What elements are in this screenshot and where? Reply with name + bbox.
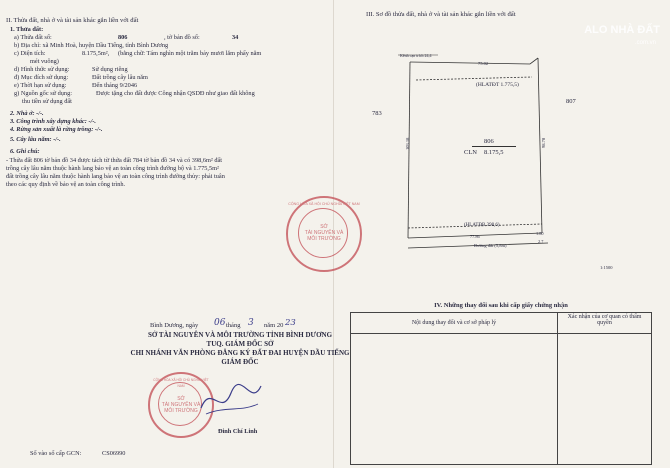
bottom-dimension: 77.86 (470, 234, 480, 239)
plot-number-value: 806 (118, 34, 128, 41)
map-sheet-value: 34 (232, 34, 239, 41)
bottom-offset-2: 2.7 (538, 239, 544, 244)
note-line-4: theo các quy định về bảo vệ an toàn công trình. (6, 181, 126, 188)
seal-line-1: SỞ (320, 224, 328, 230)
bottom-offset-1: 1.80 (536, 231, 544, 236)
plot-left-boundary (408, 62, 410, 238)
seal-top-text: CỘNG HÒA XÃ HỘI CHỦ NGHĨA VIỆT NAM (288, 202, 360, 206)
usage-term-label: e) Thời hạn sử dụng: (14, 82, 67, 89)
table-cell-empty (351, 334, 558, 465)
date-prefix: Bình Dương, ngày (150, 322, 199, 329)
signer-name: Đinh Chí Linh (218, 428, 258, 435)
land-plot-heading: 1. Thửa đất: (10, 26, 44, 33)
note-line-1: - Thửa đất 806 tờ bản đồ 34 được tách từ thửa đất 784 tờ bản đồ 34 và có 398,6m² đất (6, 157, 223, 164)
seal-line-1: SỞ (177, 396, 185, 402)
neighbor-plot-807: 807 (566, 98, 576, 105)
col-change-content: Nội dung thay đổi và cơ sở pháp lý (351, 313, 558, 334)
left-dimension: 103.18 (405, 137, 410, 150)
forest-heading: 4. Rừng sản xuất là rừng trồng: -/-. (10, 126, 103, 133)
note-line-2: trồng cây lâu năm thuộc hành lang bảo vệ an toàn công trình đường bộ và 1.775,5m² (6, 165, 219, 172)
waterway-corridor-line (416, 77, 532, 80)
perennial-heading: 5. Cây lâu năm: -/-. (10, 136, 61, 143)
canal-label: Kênh cạn trích 24,4 (400, 53, 432, 58)
area-value: 8.175,5m², (82, 50, 110, 57)
date-year: 23 (285, 318, 296, 328)
date-year-label: năm 20 (264, 322, 284, 329)
gcn-label: Số vào sổ cấp GCN: (30, 450, 82, 457)
usage-term-value: Đến tháng 9/2046 (92, 82, 138, 89)
right-dimension: 98.70 (541, 137, 546, 148)
address-line: b) Địa chỉ: xã Minh Hoà, huyện Dầu Tiếng, tỉnh Bình Dương (14, 42, 169, 49)
area-in-words-cont: mét vuông) (30, 58, 59, 65)
signing-authority-3: CHI NHÁNH VĂN PHÒNG ĐĂNG KÝ ĐẤT ĐAI HUYỆN DẦU TIẾNG (130, 349, 350, 357)
signing-authority-2: TUQ. GIÁM ĐỐC SỞ (206, 340, 274, 348)
area-label: c) Diện tích: (14, 50, 46, 57)
watermark-logo-text: ALO NHÀ ĐẤT (584, 24, 660, 36)
table-row (351, 334, 652, 465)
watermark-domain: .com.vn (634, 40, 656, 46)
table-cell-empty (558, 334, 652, 465)
seal-line-2: TÀI NGUYÊN VÀ (161, 402, 201, 408)
official-seal-diagram (286, 196, 362, 272)
seal-line-3: MÔI TRƯỜNG (307, 236, 341, 242)
notes-heading: 6. Ghi chú: (10, 148, 40, 155)
signing-authority-1: SỞ TÀI NGUYÊN VÀ MÔI TRƯỜNG TỈNH BÌNH DƯƠNG (147, 331, 333, 339)
usage-purpose-label: đ) Mục đích sử dụng: (14, 74, 69, 81)
section-3-title: III. Sơ đồ thửa đất, nhà ở và tài sản khác gắn liền với đất (366, 11, 516, 18)
usage-form-value: Sử dụng riêng (92, 66, 128, 73)
signing-authority-4: GIÁM ĐỐC (221, 358, 259, 366)
top-dimension: 75.02 (478, 61, 489, 66)
date-month: 3 (248, 318, 254, 328)
plot-label-divider (472, 146, 516, 147)
plot-number-diagram: 806 (484, 138, 494, 145)
usage-purpose-value: Đất trồng cây lâu năm (92, 74, 148, 81)
section-2-title: II. Thửa đất, nhà ở và tài sản khác gắn liền với đất (6, 17, 139, 24)
neighbor-plot-783: 783 (372, 110, 382, 117)
changes-table (350, 312, 652, 465)
waterway-corridor-label: (HLATĐT 1.775,5) (476, 82, 519, 88)
seal-line-3: MÔI TRƯỜNG (164, 408, 198, 414)
gcn-value: CS06990 (102, 450, 126, 457)
origin-value-cont: thu tiền sử dụng đất (22, 98, 72, 105)
seal-line-2: TÀI NGUYÊN VÀ (304, 230, 344, 236)
plot-area-diagram: 8.175,5 (484, 149, 504, 156)
date-day: 06 (214, 318, 226, 328)
plot-number-label: a) Thửa đất số: (14, 34, 52, 41)
col-authority-confirmation: Xác nhận của cơ quan có thẩm quyền (558, 313, 652, 334)
origin-label: g) Nguồn gốc sử dụng: (14, 90, 72, 97)
signature-mark (196, 378, 266, 422)
usage-form-label: d) Hình thức sử dụng: (14, 66, 70, 73)
seal-top-text: CỘNG HÒA XÃ HỘI CHỦ NGHĨA VIỆT NAM (153, 378, 209, 388)
origin-value: Được tặng cho đất được Công nhận QSDĐ như giao đất không (96, 90, 255, 97)
date-month-label: tháng (226, 322, 241, 329)
changes-table-title: IV. Những thay đổi sau khi cấp giấy chứng nhận (434, 302, 568, 309)
note-line-3: đất trồng cây lâu năm thuộc hành lang bảo vệ an toàn công trình đường thủy: phải tuân (6, 173, 225, 180)
table-header-row (351, 313, 652, 334)
scale-label: 1:1500 (600, 265, 613, 270)
road-label: Đường đất (5,8m) (474, 243, 507, 248)
map-sheet-label: , tờ bản đồ số: (164, 34, 200, 41)
land-type-code: CLN (464, 149, 477, 156)
road-corridor-label: (HLATĐB 398,6) (464, 223, 500, 228)
area-in-words: (bằng chữ: Tám nghìn một trăm bảy mươi lăm phẩy năm (118, 50, 262, 57)
house-heading: 2. Nhà ở: -/-. (10, 110, 44, 117)
construction-heading: 3. Công trình xây dựng khác: -/-. (10, 118, 96, 125)
